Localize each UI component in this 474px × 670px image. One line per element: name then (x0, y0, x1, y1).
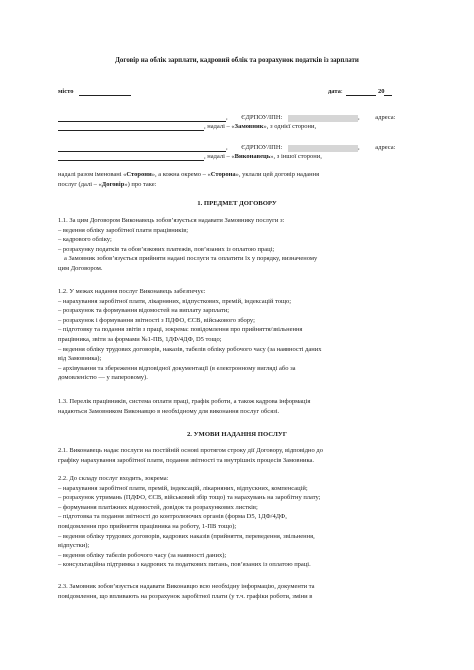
section2-heading: 2. УМОВИ НАДАННЯ ПОСЛУГ (186, 431, 288, 438)
year-label: 20 (377, 88, 385, 95)
party1-name-field[interactable] (58, 114, 226, 122)
party1-role-prefix: , надалі – « (204, 123, 235, 130)
place-row (58, 88, 131, 96)
section2-paragraph3: 2.3. Замовник зобов’язується надавати Виконавцю всю необхідну інформацію, документи та повідомлення, що впливають на розрахунок заробітної плати (у т.ч. графіки роботи, зміни в (58, 583, 315, 600)
party2-address-label: адреса: (375, 144, 396, 151)
party2-code-label: ЄДРПОУ/ІПН: (241, 144, 283, 151)
party1-role-name: Замовник (234, 123, 264, 130)
party1-code-label: ЄДРПОУ/ІПН: (241, 114, 283, 121)
party2-line1: , ЄДРПОУ/ІПН: , адреса: (58, 144, 395, 152)
party1-role-suffix: », з однієї сторони, (263, 123, 317, 130)
party2-address-field[interactable] (58, 153, 204, 161)
section1-paragraph1: 1.1. За цим Договором Виконавець зобов’язується надавати Замовнику послуги з: – ведення обліку заробітної плати працівників; – кадрового обліку; – розрахунку податків та обов’язкових платежів, пов’язаних із оплатою праці; а Замовник зобов’язується прийняти надані послуги та оплатити їх у порядку, визначеному цим Договором. (58, 217, 318, 272)
party1-address-label: адреса: (375, 114, 396, 121)
date-row: дата: 20 (328, 88, 392, 96)
place-label: місто (58, 88, 74, 95)
year-field[interactable] (384, 88, 392, 96)
party1-line1: , ЄДРПОУ/ІПН: , адреса: (58, 114, 395, 122)
party2-code-field[interactable] (288, 145, 358, 152)
date-label: дата (328, 88, 341, 95)
party2-name-field[interactable] (58, 144, 226, 152)
party2-role-suffix: », з іншої сторони, (270, 153, 322, 160)
party1-line2 (58, 123, 316, 131)
party2-line2 (58, 153, 322, 161)
intro-paragraph: надалі разом іменовані «Сторони», а кожна окремо – «Сторона», уклали цей договір надання послуг (далі – «Договір») про таке: (58, 171, 320, 188)
party2-role-name: Виконавець (234, 153, 271, 160)
document-title: Договір на облік зарплати, кадровий облік та розрахунок податків із зарплати (115, 57, 359, 64)
section1-paragraph2: 1.2. У межах надання послуг Виконавець забезпечує: – нарахування заробітної плати, лікарняних, відпусткових, премій, індексацій тощо; – розрахунок та формування відомостей на виплату зарплати; – розрахунок і формування звітності з ПДФО, ЄСВ, військового збору; – підготовку та подання звітів з праці, зокрема: повідомлення про прийняття/звільнення працівника, звіти за формами №1-ПВ, 1ДФ/4ДФ, D5 тощо; – ведення обліку трудових договорів, наказів, табелів обліку робочого часу (за наявності даних від Замовника); – архівування та збереження відповідної документації (в електронному вигляді або за домовленістю — у паперовому). (58, 288, 322, 382)
section2-paragraph2: 2.2. До складу послуг входить, зокрема: – нарахування заробітної плати, премій, індексацій, лікарняних, відпускних, компенсацій; – розрахунок утримань (ПДФО, ЄСВ, військовий збір тощо) та нарахувань на заробітну плату; – формування платіжних відомостей, довідок та розрахункових листків; – підготовка та подання звітності до контролюючих органів (форма D5, 1ДФ/4ДФ, повідомлення про прийняття працівника на роботу, 1-ПВ тощо); – ведення обліку трудових договорів, кадрових наказів (прийняття, переведення, звільнення, відпустки); – ведення обліку табелів робочого часу (за наявності даних); – консультаційна підтримка з кадрових та податкових питань, пов’язаних із оплатою праці. (58, 475, 321, 569)
date-field[interactable] (346, 88, 376, 96)
party2-role-prefix: , надалі – « (204, 153, 235, 160)
section2-paragraph1: 2.1. Виконавець надає послуги на постійній основі протягом строку дії Договору, відповідно до графіку нарахування заробітної плати, подання звітності та внутрішніх процесів Замовника. (58, 447, 323, 464)
party1-address-field[interactable] (58, 123, 204, 131)
section1-paragraph3: 1.3. Перелік працівників, система оплати праці, графік роботи, а також кадрова інформація надаються Замовником Виконавцю в необхідному для виконання послуг обсязі. (58, 398, 311, 415)
place-field[interactable] (79, 88, 131, 96)
section1-heading: 1. ПРЕДМЕТ ДОГОВОРУ (197, 200, 277, 207)
party1-code-field[interactable] (288, 115, 358, 122)
